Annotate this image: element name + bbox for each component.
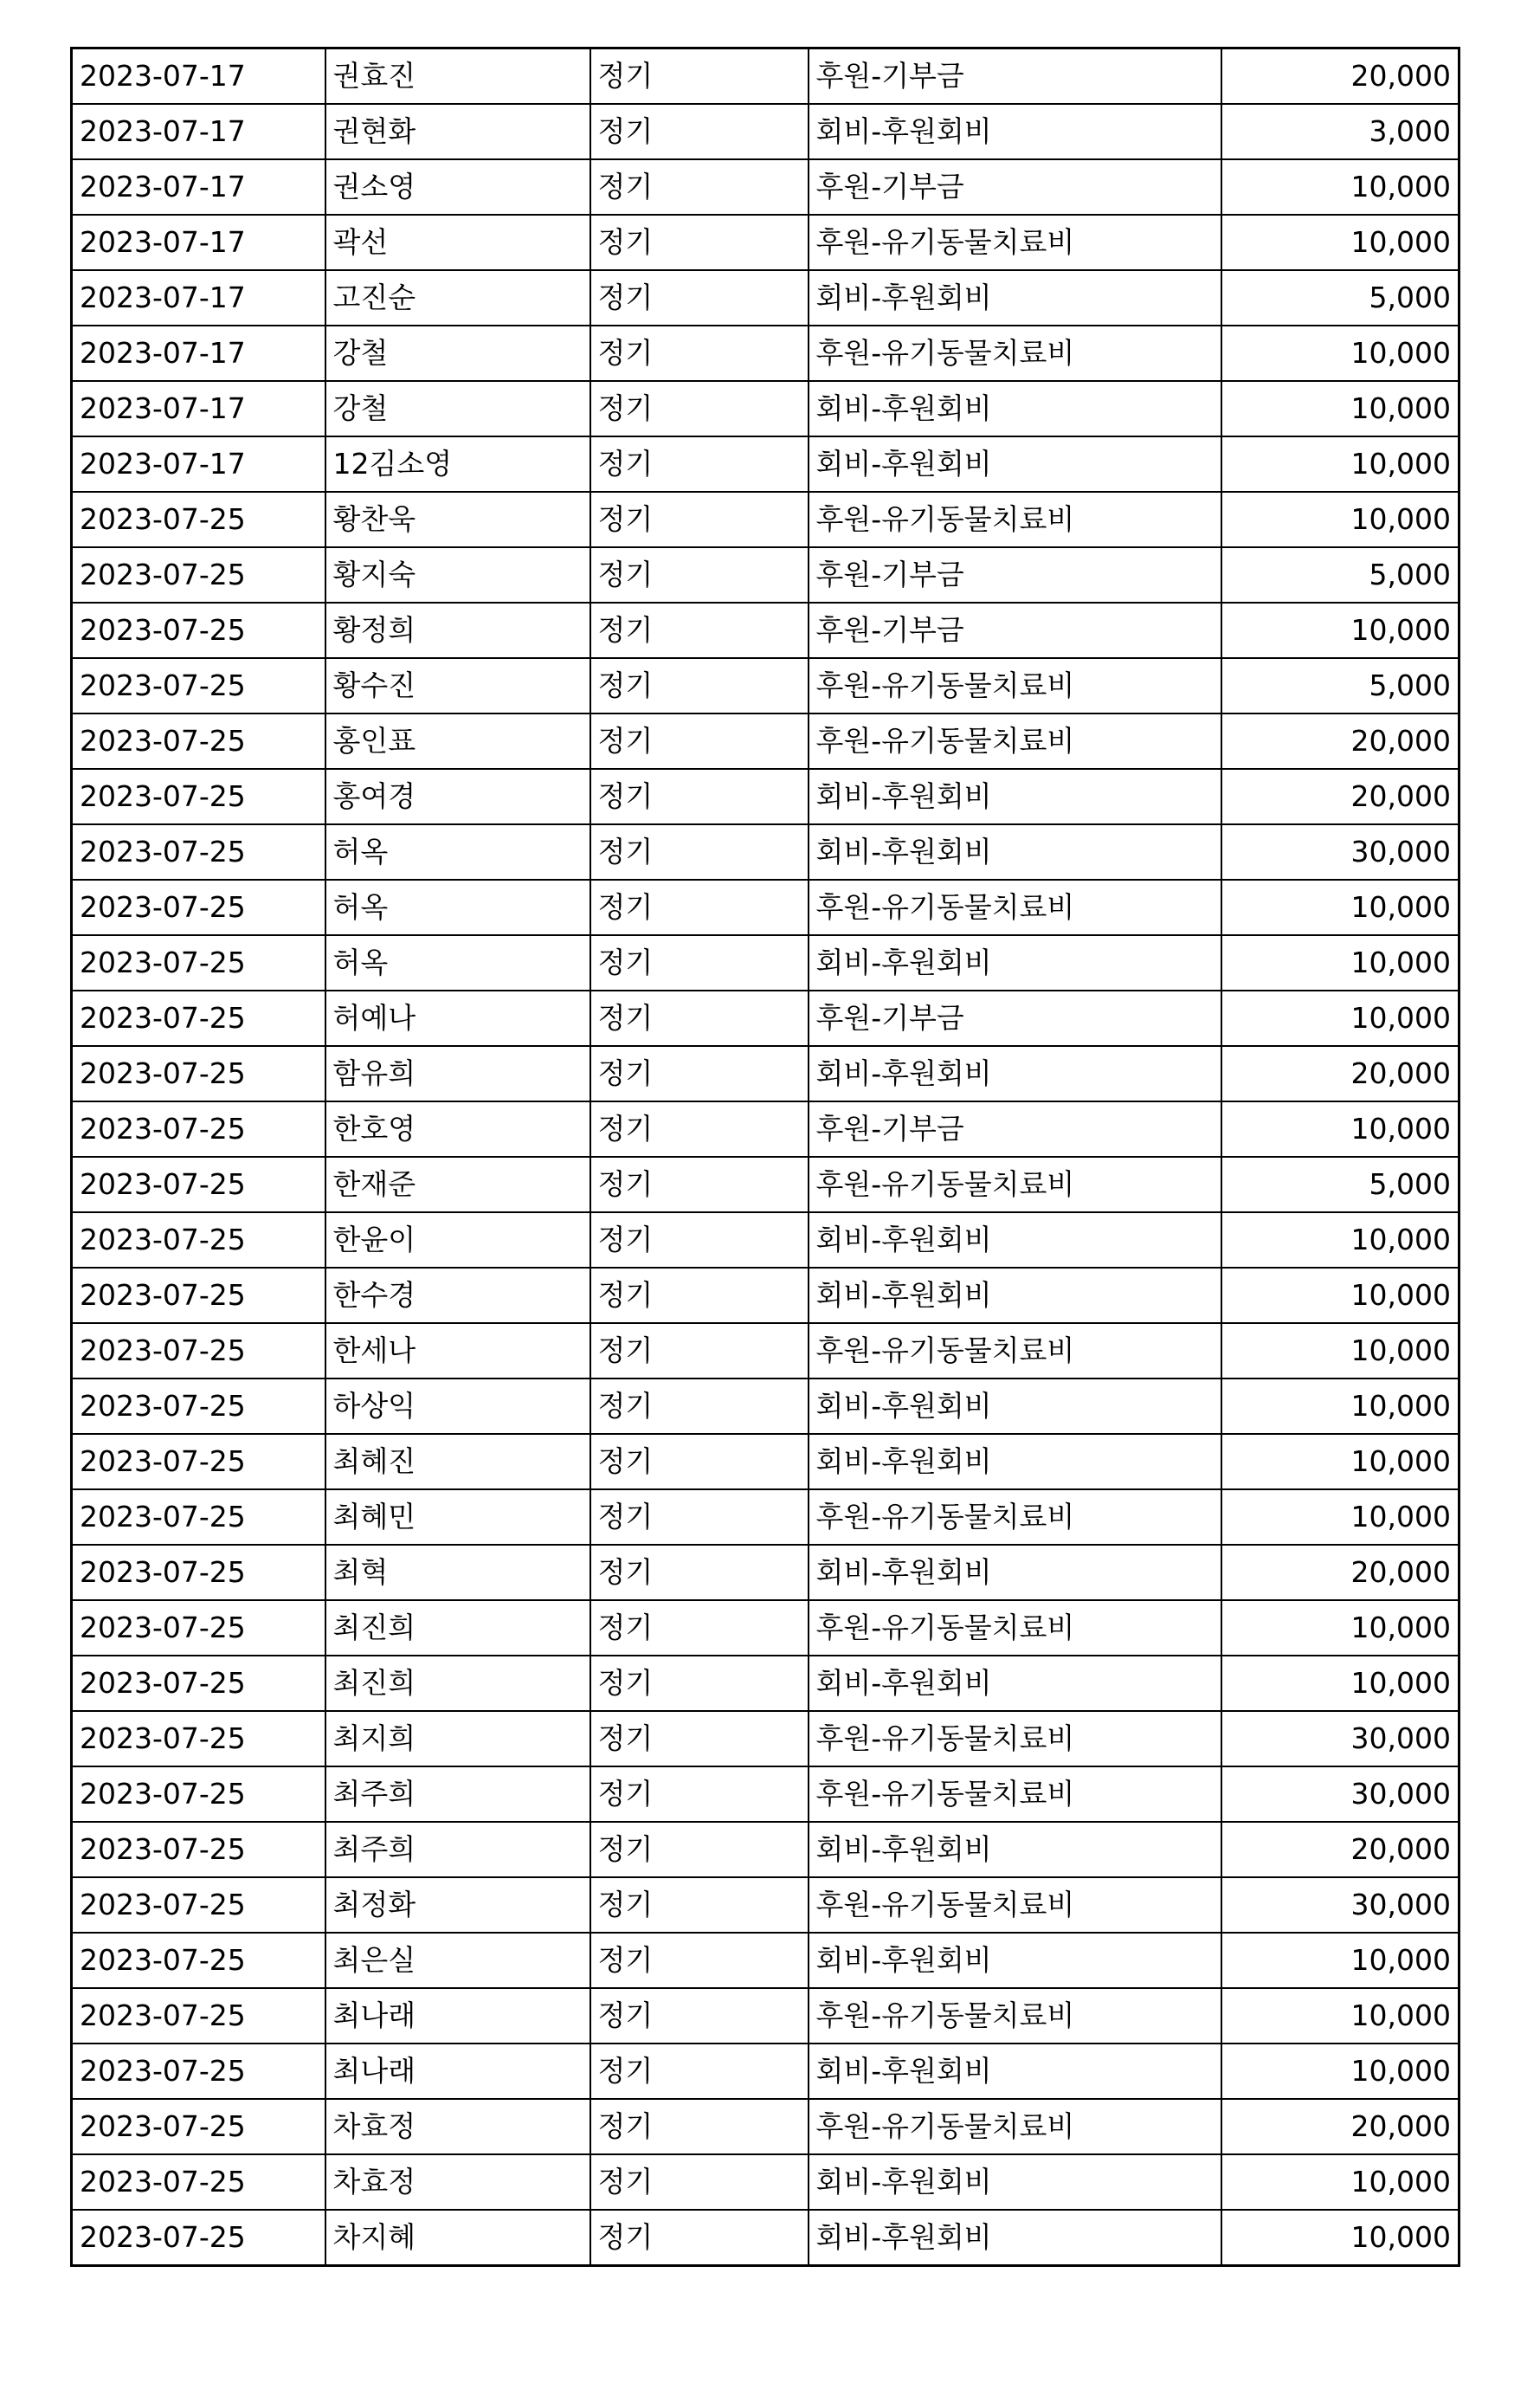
date-cell: 2023-07-25 (72, 824, 325, 880)
table-row (72, 492, 1459, 547)
table-row (72, 436, 1459, 492)
donor-name-cell: 12김소영 (325, 436, 590, 492)
amount-cell: 10,000 (1221, 1268, 1459, 1323)
table-row (72, 1988, 1459, 2044)
donation-type-cell: 정기 (590, 769, 809, 824)
donation-type-cell: 정기 (590, 1157, 809, 1212)
date-cell: 2023-07-25 (72, 991, 325, 1046)
amount-cell: 10,000 (1221, 215, 1459, 270)
donor-name-cell: 권효진 (325, 48, 590, 105)
table-row (72, 1877, 1459, 1933)
date-cell: 2023-07-17 (72, 159, 325, 215)
date-cell: 2023-07-25 (72, 1877, 325, 1933)
amount-cell: 20,000 (1221, 1046, 1459, 1101)
amount-cell: 5,000 (1221, 1157, 1459, 1212)
date-cell: 2023-07-17 (72, 104, 325, 159)
date-cell: 2023-07-25 (72, 658, 325, 713)
category-cell: 후원-유기동물치료비 (809, 492, 1221, 547)
category-cell: 후원-기부금 (809, 547, 1221, 603)
donation-type-cell: 정기 (590, 215, 809, 270)
date-cell: 2023-07-25 (72, 492, 325, 547)
category-cell: 후원-기부금 (809, 48, 1221, 105)
category-cell: 후원-유기동물치료비 (809, 1157, 1221, 1212)
category-cell: 회비-후원회비 (809, 824, 1221, 880)
donation-type-cell: 정기 (590, 1046, 809, 1101)
table-row (72, 1101, 1459, 1157)
amount-cell: 30,000 (1221, 824, 1459, 880)
donor-name-cell: 최주희 (325, 1766, 590, 1822)
category-cell: 회비-후원회비 (809, 769, 1221, 824)
donation-type-cell: 정기 (590, 492, 809, 547)
donation-type-cell: 정기 (590, 270, 809, 326)
category-cell: 후원-유기동물치료비 (809, 1877, 1221, 1933)
date-cell: 2023-07-25 (72, 769, 325, 824)
date-cell: 2023-07-25 (72, 1157, 325, 1212)
amount-cell: 10,000 (1221, 1101, 1459, 1157)
donation-type-cell: 정기 (590, 2154, 809, 2210)
donor-name-cell: 한수경 (325, 1268, 590, 1323)
table-row (72, 1046, 1459, 1101)
amount-cell: 10,000 (1221, 1988, 1459, 2044)
date-cell: 2023-07-25 (72, 1268, 325, 1323)
donor-name-cell: 황수진 (325, 658, 590, 713)
table-row (72, 1157, 1459, 1212)
donation-type-cell: 정기 (590, 159, 809, 215)
amount-cell: 3,000 (1221, 104, 1459, 159)
amount-cell: 10,000 (1221, 1323, 1459, 1379)
donation-type-cell: 정기 (590, 436, 809, 492)
table-row (72, 215, 1459, 270)
amount-cell: 10,000 (1221, 492, 1459, 547)
date-cell: 2023-07-25 (72, 1379, 325, 1434)
donor-name-cell: 최혁 (325, 1545, 590, 1600)
table-row (72, 1711, 1459, 1766)
donor-name-cell: 최나래 (325, 2044, 590, 2099)
table-row (72, 658, 1459, 713)
donation-type-cell: 정기 (590, 1268, 809, 1323)
donation-type-cell: 정기 (590, 1101, 809, 1157)
table-row (72, 603, 1459, 658)
date-cell: 2023-07-25 (72, 1212, 325, 1268)
amount-cell: 5,000 (1221, 270, 1459, 326)
donor-name-cell: 함유희 (325, 1046, 590, 1101)
date-cell: 2023-07-25 (72, 1933, 325, 1988)
donation-type-cell: 정기 (590, 1600, 809, 1656)
category-cell: 회비-후원회비 (809, 935, 1221, 991)
donor-name-cell: 최혜민 (325, 1489, 590, 1545)
amount-cell: 20,000 (1221, 48, 1459, 105)
amount-cell: 10,000 (1221, 1434, 1459, 1489)
donation-type-cell: 정기 (590, 880, 809, 935)
donation-type-cell: 정기 (590, 381, 809, 436)
category-cell: 후원-유기동물치료비 (809, 215, 1221, 270)
amount-cell: 30,000 (1221, 1877, 1459, 1933)
donation-type-cell: 정기 (590, 713, 809, 769)
amount-cell: 20,000 (1221, 2099, 1459, 2154)
donor-name-cell: 홍인표 (325, 713, 590, 769)
donor-name-cell: 고진순 (325, 270, 590, 326)
donor-name-cell: 허예나 (325, 991, 590, 1046)
amount-cell: 10,000 (1221, 1379, 1459, 1434)
category-cell: 후원-유기동물치료비 (809, 1323, 1221, 1379)
category-cell: 회비-후원회비 (809, 1212, 1221, 1268)
amount-cell: 10,000 (1221, 159, 1459, 215)
date-cell: 2023-07-25 (72, 1489, 325, 1545)
table-row (72, 270, 1459, 326)
table-row (72, 1434, 1459, 1489)
donation-type-cell: 정기 (590, 1877, 809, 1933)
donation-type-cell: 정기 (590, 2210, 809, 2266)
date-cell: 2023-07-25 (72, 1988, 325, 2044)
date-cell: 2023-07-25 (72, 880, 325, 935)
date-cell: 2023-07-25 (72, 1046, 325, 1101)
donation-type-cell: 정기 (590, 1656, 809, 1711)
donor-name-cell: 허옥 (325, 935, 590, 991)
donation-type-cell: 정기 (590, 658, 809, 713)
table-row (72, 2044, 1459, 2099)
category-cell: 회비-후원회비 (809, 1379, 1221, 1434)
table-row (72, 769, 1459, 824)
donor-name-cell: 최나래 (325, 1988, 590, 2044)
donation-type-cell: 정기 (590, 1711, 809, 1766)
amount-cell: 30,000 (1221, 1711, 1459, 1766)
category-cell: 회비-후원회비 (809, 1822, 1221, 1877)
date-cell: 2023-07-17 (72, 436, 325, 492)
donor-name-cell: 홍여경 (325, 769, 590, 824)
date-cell: 2023-07-25 (72, 713, 325, 769)
category-cell: 회비-후원회비 (809, 2210, 1221, 2266)
table-row (72, 547, 1459, 603)
donation-type-cell: 정기 (590, 547, 809, 603)
amount-cell: 20,000 (1221, 1545, 1459, 1600)
table-row (72, 326, 1459, 381)
donation-type-cell: 정기 (590, 1933, 809, 1988)
category-cell: 후원-유기동물치료비 (809, 880, 1221, 935)
donation-type-cell: 정기 (590, 1766, 809, 1822)
amount-cell: 10,000 (1221, 1933, 1459, 1988)
category-cell: 후원-유기동물치료비 (809, 1489, 1221, 1545)
date-cell: 2023-07-25 (72, 1656, 325, 1711)
donor-name-cell: 권현화 (325, 104, 590, 159)
donation-type-cell: 정기 (590, 104, 809, 159)
donor-name-cell: 최주희 (325, 1822, 590, 1877)
donation-type-cell: 정기 (590, 1822, 809, 1877)
category-cell: 후원-유기동물치료비 (809, 713, 1221, 769)
category-cell: 회비-후원회비 (809, 2044, 1221, 2099)
category-cell: 회비-후원회비 (809, 1046, 1221, 1101)
date-cell: 2023-07-25 (72, 603, 325, 658)
category-cell: 후원-기부금 (809, 991, 1221, 1046)
donor-name-cell: 최은실 (325, 1933, 590, 1988)
table-row (72, 1766, 1459, 1822)
donor-name-cell: 한윤이 (325, 1212, 590, 1268)
date-cell: 2023-07-25 (72, 2044, 325, 2099)
donor-name-cell: 최정화 (325, 1877, 590, 1933)
table-row (72, 1323, 1459, 1379)
table-row (72, 880, 1459, 935)
category-cell: 후원-유기동물치료비 (809, 1711, 1221, 1766)
donation-type-cell: 정기 (590, 1434, 809, 1489)
date-cell: 2023-07-17 (72, 326, 325, 381)
category-cell: 회비-후원회비 (809, 1545, 1221, 1600)
date-cell: 2023-07-25 (72, 1545, 325, 1600)
donor-name-cell: 최혜진 (325, 1434, 590, 1489)
amount-cell: 10,000 (1221, 991, 1459, 1046)
category-cell: 후원-기부금 (809, 1101, 1221, 1157)
amount-cell: 20,000 (1221, 769, 1459, 824)
category-cell: 후원-유기동물치료비 (809, 1600, 1221, 1656)
category-cell: 회비-후원회비 (809, 2154, 1221, 2210)
category-cell: 회비-후원회비 (809, 381, 1221, 436)
amount-cell: 10,000 (1221, 2154, 1459, 2210)
donation-type-cell: 정기 (590, 326, 809, 381)
date-cell: 2023-07-25 (72, 547, 325, 603)
amount-cell: 10,000 (1221, 1212, 1459, 1268)
category-cell: 후원-유기동물치료비 (809, 326, 1221, 381)
date-cell: 2023-07-25 (72, 1101, 325, 1157)
date-cell: 2023-07-25 (72, 935, 325, 991)
donor-name-cell: 허옥 (325, 824, 590, 880)
category-cell: 후원-유기동물치료비 (809, 1766, 1221, 1822)
date-cell: 2023-07-25 (72, 1600, 325, 1656)
amount-cell: 10,000 (1221, 935, 1459, 991)
donor-name-cell: 한재준 (325, 1157, 590, 1212)
date-cell: 2023-07-25 (72, 1766, 325, 1822)
table-row (72, 1656, 1459, 1711)
amount-cell: 10,000 (1221, 1600, 1459, 1656)
date-cell: 2023-07-17 (72, 48, 325, 105)
date-cell: 2023-07-25 (72, 2099, 325, 2154)
table-row (72, 2099, 1459, 2154)
table-row (72, 104, 1459, 159)
amount-cell: 10,000 (1221, 1489, 1459, 1545)
table-row (72, 1489, 1459, 1545)
table-row (72, 935, 1459, 991)
donor-name-cell: 황정희 (325, 603, 590, 658)
date-cell: 2023-07-25 (72, 2154, 325, 2210)
donor-name-cell: 강철 (325, 381, 590, 436)
donor-name-cell: 최진희 (325, 1656, 590, 1711)
category-cell: 후원-유기동물치료비 (809, 2099, 1221, 2154)
date-cell: 2023-07-25 (72, 1711, 325, 1766)
category-cell: 회비-후원회비 (809, 1268, 1221, 1323)
date-cell: 2023-07-17 (72, 215, 325, 270)
amount-cell: 10,000 (1221, 603, 1459, 658)
table-row (72, 2154, 1459, 2210)
category-cell: 회비-후원회비 (809, 270, 1221, 326)
donor-name-cell: 한세나 (325, 1323, 590, 1379)
table-row (72, 1600, 1459, 1656)
date-cell: 2023-07-25 (72, 2210, 325, 2266)
table-row (72, 1822, 1459, 1877)
amount-cell: 10,000 (1221, 1656, 1459, 1711)
category-cell: 후원-기부금 (809, 603, 1221, 658)
table-row (72, 2210, 1459, 2266)
amount-cell: 10,000 (1221, 2210, 1459, 2266)
donation-type-cell: 정기 (590, 1545, 809, 1600)
donation-type-cell: 정기 (590, 1988, 809, 2044)
table-row (72, 991, 1459, 1046)
table-row (72, 1545, 1459, 1600)
donor-name-cell: 황지숙 (325, 547, 590, 603)
amount-cell: 10,000 (1221, 381, 1459, 436)
donor-name-cell: 하상익 (325, 1379, 590, 1434)
table-row (72, 824, 1459, 880)
donor-name-cell: 허옥 (325, 880, 590, 935)
donation-type-cell: 정기 (590, 824, 809, 880)
donation-type-cell: 정기 (590, 1323, 809, 1379)
donation-type-cell: 정기 (590, 1379, 809, 1434)
category-cell: 회비-후원회비 (809, 1656, 1221, 1711)
date-cell: 2023-07-17 (72, 270, 325, 326)
table-row (72, 1933, 1459, 1988)
donor-name-cell: 차효정 (325, 2099, 590, 2154)
category-cell: 회비-후원회비 (809, 104, 1221, 159)
amount-cell: 10,000 (1221, 2044, 1459, 2099)
amount-cell: 10,000 (1221, 326, 1459, 381)
category-cell: 회비-후원회비 (809, 1933, 1221, 1988)
amount-cell: 20,000 (1221, 1822, 1459, 1877)
donor-name-cell: 한호영 (325, 1101, 590, 1157)
donor-name-cell: 차효정 (325, 2154, 590, 2210)
table-row (72, 1379, 1459, 1434)
table-row (72, 1212, 1459, 1268)
table-row (72, 48, 1459, 105)
donation-type-cell: 정기 (590, 1212, 809, 1268)
amount-cell: 20,000 (1221, 713, 1459, 769)
category-cell: 회비-후원회비 (809, 436, 1221, 492)
table-body (72, 48, 1459, 2266)
donor-name-cell: 황찬욱 (325, 492, 590, 547)
donor-name-cell: 최지희 (325, 1711, 590, 1766)
amount-cell: 10,000 (1221, 880, 1459, 935)
date-cell: 2023-07-25 (72, 1323, 325, 1379)
date-cell: 2023-07-17 (72, 381, 325, 436)
amount-cell: 5,000 (1221, 547, 1459, 603)
donation-type-cell: 정기 (590, 1489, 809, 1545)
amount-cell: 5,000 (1221, 658, 1459, 713)
date-cell: 2023-07-25 (72, 1434, 325, 1489)
donor-name-cell: 강철 (325, 326, 590, 381)
table-row (72, 713, 1459, 769)
donor-name-cell: 권소영 (325, 159, 590, 215)
donation-type-cell: 정기 (590, 2044, 809, 2099)
table-row (72, 159, 1459, 215)
category-cell: 후원-유기동물치료비 (809, 658, 1221, 713)
donation-type-cell: 정기 (590, 603, 809, 658)
donation-type-cell: 정기 (590, 2099, 809, 2154)
donation-type-cell: 정기 (590, 935, 809, 991)
date-cell: 2023-07-25 (72, 1822, 325, 1877)
table-row (72, 1268, 1459, 1323)
donor-name-cell: 최진희 (325, 1600, 590, 1656)
donor-name-cell: 곽선 (325, 215, 590, 270)
table-row (72, 381, 1459, 436)
amount-cell: 30,000 (1221, 1766, 1459, 1822)
donor-name-cell: 차지혜 (325, 2210, 590, 2266)
category-cell: 회비-후원회비 (809, 1434, 1221, 1489)
donation-table (70, 47, 1460, 2267)
donation-type-cell: 정기 (590, 48, 809, 105)
category-cell: 후원-유기동물치료비 (809, 1988, 1221, 2044)
amount-cell: 10,000 (1221, 436, 1459, 492)
donation-type-cell: 정기 (590, 991, 809, 1046)
category-cell: 후원-기부금 (809, 159, 1221, 215)
